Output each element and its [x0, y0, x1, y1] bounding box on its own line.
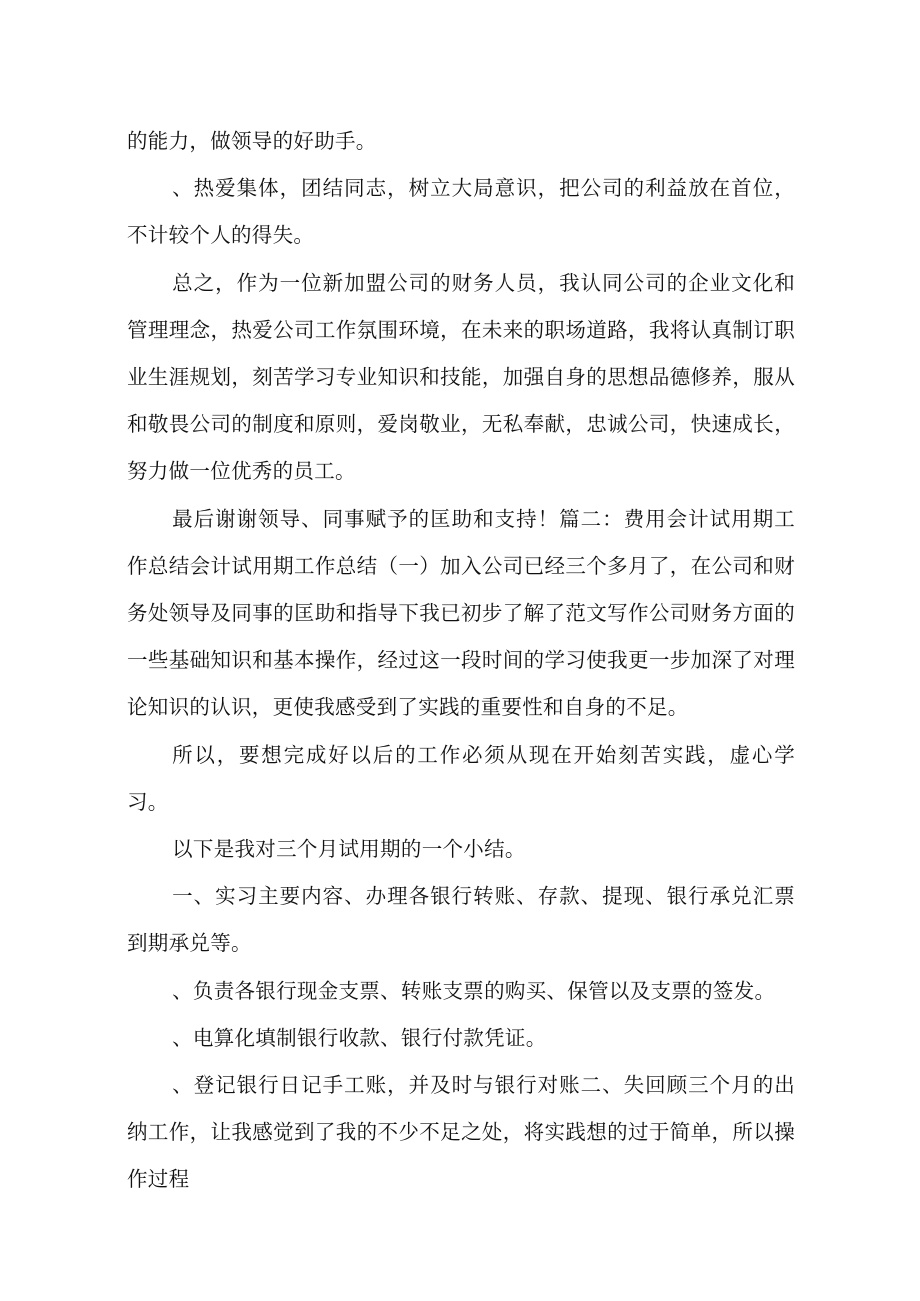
paragraph-7: 一、实习主要内容、办理各银行转账、存款、提现、银行承兑汇票到期承兑等。: [127, 884, 795, 956]
paragraph-10: 、登记银行日记手工账，并及时与银行对账二、失回顾三个月的出纳工作，让我感觉到了我的不少不足之处，将实践想的过于简单，所以操作过程: [127, 1073, 795, 1192]
paragraph-5: 所以，要想完成好以后的工作必须从现在开始刻苦实践，虚心学习。: [127, 742, 795, 814]
paragraph-1: 的能力，做领导的好助手。: [127, 129, 377, 153]
paragraph-6: 以下是我对三个月试用期的一个小结。: [172, 837, 526, 862]
paragraph-3: 总之，作为一位新加盟公司的财务人员，我认同公司的企业文化和管理理念，热爱公司工作氛围环境，在未来的职场道路，我将认真制订职业生涯规划，刻苦学习专业知识和技能，加强自身的思想品德修养，服从和敬畏公司的制度和原则，爱岗敬业，无私奉献，忠诚公司，快速成长，努力做一位优秀的员工。: [127, 270, 795, 484]
paragraph-4: 最后谢谢领导、同事赋予的匡助和支持！篇二：费用会计试用期工作总结会计试用期工作总结（一）加入公司已经三个多月了，在公司和财务处领导及同事的匡助和指导下我已初步了解了范文写作公司财务方面的一些基础知识和基本操作，经过这一段时间的学习使我更一步加深了对理论知识的认识，更使我感受到了实践的重要性和自身的不足。: [127, 506, 795, 720]
paragraph-9: 、电算化填制银行收款、银行付款凭证。: [172, 1025, 547, 1050]
document-body: [127, 118, 795, 1204]
paragraph-8: 、负责各银行现金支票、转账支票的购买、保管以及支票的签发。: [172, 978, 776, 1003]
paragraph-2: 、热爱集体，团结同志，树立大局意识，把公司的利益放在首位，不计较个人的得失。: [127, 176, 795, 248]
